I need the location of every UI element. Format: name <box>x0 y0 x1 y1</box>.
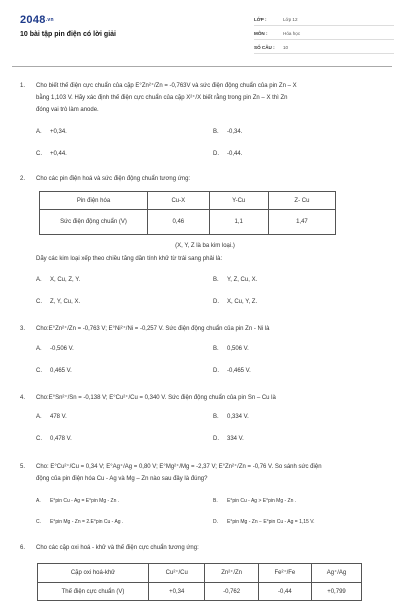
option-c[interactable]: C. E°pin Mg - Zn = 2.E°pin Cu - Ag . <box>36 519 124 525</box>
option-d[interactable]: D. -0,44. <box>213 151 243 157</box>
question-text: Cho các pin điện hoá và sức điện động chuẩn tương ứng: <box>36 176 191 182</box>
option-c[interactable]: C. 0,465 V. <box>36 368 72 374</box>
question-text: Cho các cặp oxi hoá - khử và thế điện cực chuẩn tương ứng: <box>36 545 199 551</box>
potential-table: Cặp oxi hoá-khử Cu²⁺/Cu Zn²⁺/Zn Fe²⁺/Fe Ag⁺/Ag Thế điện cực chuẩn (V) +0,34 -0,762 -0,44 +0,799 <box>37 563 362 601</box>
option-a[interactable]: A. E°pin Cu - Ag = E°pin Mg - Zn . <box>36 498 120 504</box>
meta-subject: MÔN : Hóa học <box>254 27 394 40</box>
emf-table: Pin điện hóa Cu-X Y-Cu Z- Cu Sức điện động chuẩn (V) 0,46 1,1 1,47 <box>39 191 336 235</box>
option-b[interactable]: B. Y, Z, Cu, X. <box>213 277 258 283</box>
page-header <box>0 0 400 68</box>
question-text: Cho:E°Zn²⁺/Zn = -0,763 V; E°Ni²⁺/Ni = -0,257 V. Sức điện động chuẩn của pin Zn - Ni là <box>36 326 270 332</box>
question-text: Cho:E°Sn²⁺/Sn = -0,138 V; E°Cu²⁺/Cu = 0,340 V. Sức điện động chuẩn của pin Sn – Cu là <box>36 395 276 401</box>
option-d[interactable]: D. 334 V. <box>213 436 244 442</box>
option-a[interactable]: A. X, Cu, Z, Y. <box>36 277 81 283</box>
site-logo[interactable]: $2048^{.vn}$ <box>20 14 54 26</box>
table-note: (X, Y, Z là ba kim loại.) <box>175 243 235 249</box>
option-c[interactable]: C. +0,44. <box>36 151 67 157</box>
question-text: Cho biết thế điện cực chuẩn của cặp E°Zn²⁺/Zn = -0,763V và sức điện động chuẩn của pin Zn – X bằng 1,103 V. Hãy xác định thế điện cực chuẩn của cặp X²⁺/X biết rằng trong pin Zn – X thì Zn đóng vai trò làm anode. <box>36 83 297 113</box>
option-b[interactable]: B. -0,34. <box>213 129 243 135</box>
page-title: 10 bài tập pin điện có lời giải <box>20 31 116 38</box>
question-subtext: Dãy các kim loại xếp theo chiều tăng dần tính khử từ trái sang phải là: <box>36 256 223 262</box>
option-d[interactable]: D. E°pin Mg - Zn − E°pin Cu - Ag = 1,15 V. <box>213 519 315 525</box>
option-a[interactable]: A. 478 V. <box>36 414 67 420</box>
option-d[interactable]: D. -0,465 V. <box>213 368 251 374</box>
option-a[interactable]: A. -0,506 V. <box>36 346 74 352</box>
meta-class: LỚP : Lớp 12 <box>254 13 394 26</box>
option-c[interactable]: C. 0,478 V. <box>36 436 72 442</box>
meta-count: SỐ CÂU : 10 <box>254 41 394 54</box>
option-b[interactable]: B. E°pin Cu - Ag > E°pin Mg - Zn . <box>213 498 297 504</box>
option-b[interactable]: B. 0,506 V. <box>213 346 249 352</box>
option-c[interactable]: C. Z, Y, Cu, X. <box>36 299 81 305</box>
question-text: Cho: E°Cu²⁺/Cu = 0,34 V; E°Ag⁺/Ag = 0,80 V; E°Mg²⁺/Mg = -2,37 V; E°Zn²⁺/Zn = -0,76 V. So sánh sức điện động của pin điện hóa Cu - Ag và Mg – Zn nào sau đây là đúng? <box>36 464 322 482</box>
option-b[interactable]: B. 0,334 V. <box>213 414 249 420</box>
option-a[interactable]: A. +0,34. <box>36 129 67 135</box>
option-d[interactable]: D. X, Cu, Y, Z. <box>213 299 258 305</box>
header-divider <box>12 66 392 67</box>
